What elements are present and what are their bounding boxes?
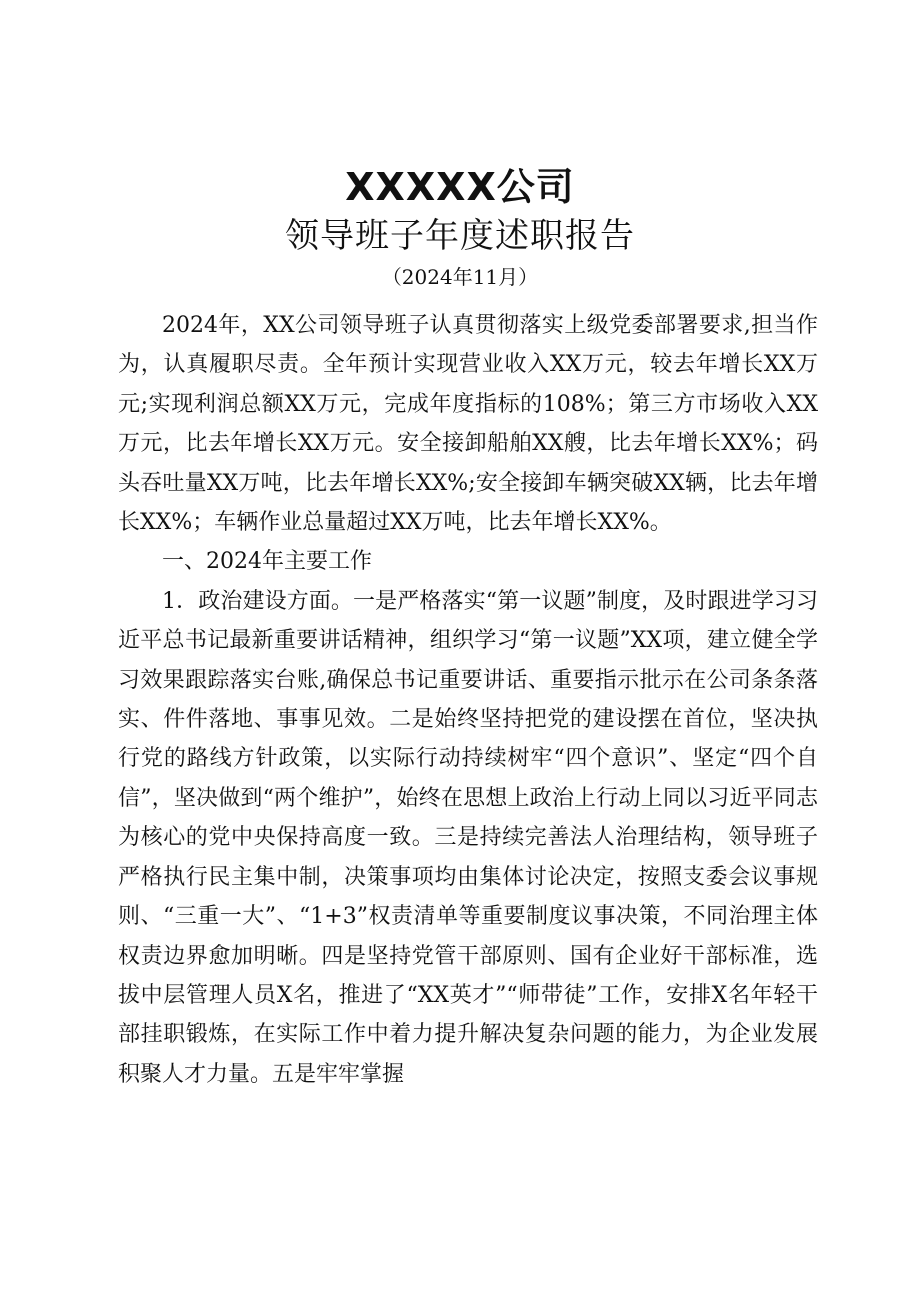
report-title: 领导班子年度述职报告 <box>285 216 635 256</box>
report-body <box>118 306 818 1094</box>
report-title-company: XXXXX公司 <box>345 165 575 209</box>
intro-paragraph: 2024年，XX公司领导班子认真贯彻落实上级党委部署要求,担当作为，认真履职尽责。全年预计实现营业收入XX万元，较去年增长XX万元;实现利润总额XX万元，完成年度指标的108%；第三方市场收入XX万元，比去年增长XX万元。安全接卸船舶XX艘，比去年增长XX%；码头吞吐量XX万吨，比去年增长XX%;安全接卸车辆突破XX辆，比去年增长XX%；车辆作业总量超过XX万吨，比去年增长XX%。 <box>118 313 818 536</box>
section-item-paragraph: 1．政治建设方面。一是严格落实“第一议题”制度，及时跟进学习习近平总书记最新重要讲话精神，组织学习“第一议题”XX项，建立健全学习效果跟踪落实台账,确保总书记重要讲话、重要指示批示在公司条条落实、件件落地、事事见效。二是始终坚持把党的建设摆在首位，坚决执行党的路线方针政策，以实际行动持续树牢“四个意识”、坚定“四个自信”，坚决做到“两个维护”，始终在思想上政治上行动上同以习近平同志为核心的党中央保持高度一致。三是持续完善法人治理结构，领导班子严格执行民主集中制，决策事项均由集体讨论决定，按照支委会议事规则、“三重一大”、“1+3”权责清单等重要制度议事决策，不同治理主体权责边界愈加明晰。四是坚持党管干部原则、国有企业好干部标准，选拔中层管理人员X名，推进了“XX英才”“师带徒”工作，安排X名年轻干部挂职锻炼，在实际工作中着力提升解决复杂问题的能力，为企业发展积聚人才力量。五是牢牢掌握 <box>118 588 818 1087</box>
section-heading: 一、2024年主要工作 <box>162 549 372 575</box>
report-date: （2024年11月） <box>381 265 539 289</box>
